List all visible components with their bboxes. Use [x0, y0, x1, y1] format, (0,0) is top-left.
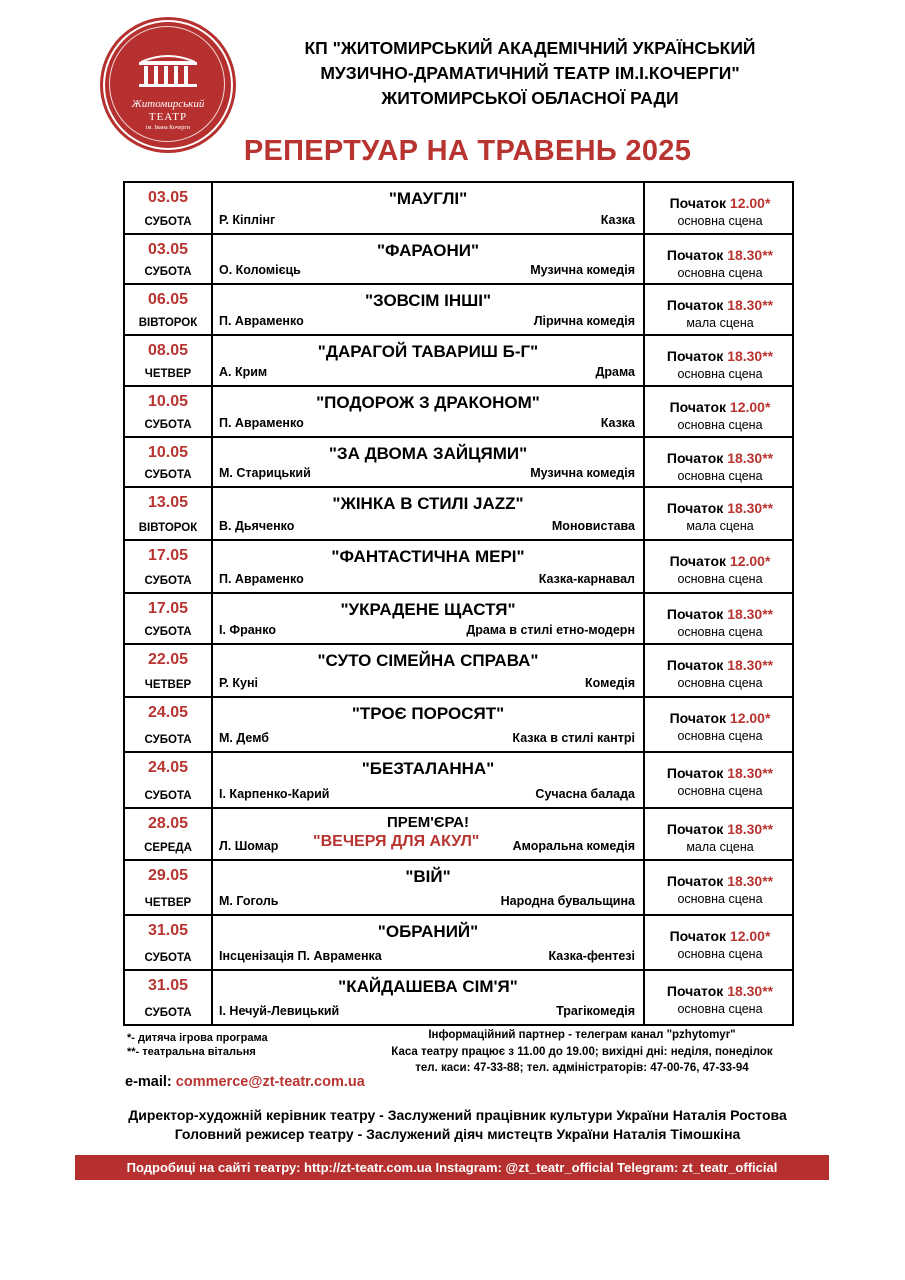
- footnote-lounge: **- театральна вітальня: [127, 1046, 256, 1058]
- play-title: "БЕЗТАЛАННА": [361, 759, 495, 778]
- page-title: РЕПЕРТУАР НА ТРАВЕНЬ 2025: [243, 135, 692, 167]
- schedule-row: [125, 183, 792, 235]
- stage: основна сцена: [677, 367, 763, 381]
- play-cell: [213, 594, 645, 643]
- time-cell: [645, 594, 792, 643]
- play-genre: Аморальна комедія: [512, 839, 635, 853]
- play-genre: Казка: [600, 213, 635, 227]
- date: 28.05: [147, 815, 189, 832]
- org-line-3: ЖИТОМИРСЬКОЇ ОБЛАСНОЇ РАДИ: [381, 88, 679, 108]
- date-cell: [125, 916, 213, 969]
- schedule-row: [125, 698, 792, 753]
- stage: основна сцена: [677, 892, 763, 906]
- play-cell: [213, 971, 645, 1024]
- date-cell: [125, 336, 213, 385]
- box-office-hours: Каса театру працює з 11.00 до 19.00; вихідні дні: неділя, понеділок: [391, 1045, 773, 1058]
- play-cell: [213, 336, 645, 385]
- time-cell: [645, 753, 792, 807]
- date-cell: [125, 698, 213, 751]
- time-cell: [645, 809, 792, 859]
- play-cell: [213, 698, 645, 751]
- directors-info: [0, 1106, 905, 1144]
- play-title: "ПОДОРОЖ З ДРАКОНОМ": [316, 393, 540, 412]
- time-value: 12.00*: [729, 710, 771, 726]
- time-cell: [645, 541, 792, 592]
- play-title: "КАЙДАШЕВА СІМ'Я": [338, 977, 518, 996]
- start-time: [645, 247, 795, 263]
- play-author: М. Демб: [219, 731, 270, 745]
- play-author: П. Авраменко: [219, 572, 304, 586]
- play-cell: [213, 235, 645, 283]
- date: 03.05: [147, 241, 189, 258]
- start-time: [645, 195, 795, 211]
- start-label: Початок: [666, 297, 724, 313]
- play-title: "ЗОВСІМ ІНШІ": [364, 291, 492, 310]
- time-cell: [645, 183, 792, 233]
- stage: основна сцена: [677, 784, 763, 798]
- play-author: В. Дьяченко: [219, 519, 295, 533]
- start-time: [645, 297, 795, 313]
- time-value: 18.30**: [727, 450, 774, 466]
- schedule-row: [125, 861, 792, 916]
- date: 31.05: [147, 922, 189, 939]
- play-genre: Трагікомедія: [556, 1004, 635, 1018]
- footer-links-bar[interactable]: Подробиці на сайті театру: http://zt-teatr.com.ua Instagram: @zt_teatr_official Telegram: zt_teatr_official: [75, 1155, 829, 1180]
- time-value: 12.00*: [729, 195, 771, 211]
- start-time: [645, 450, 795, 466]
- play-author: Р. Куні: [219, 676, 259, 690]
- start-label: Початок: [666, 348, 724, 364]
- date: 08.05: [147, 342, 189, 359]
- play-author: М. Гоголь: [219, 894, 279, 908]
- email-label: e-mail:: [125, 1074, 172, 1090]
- play-title: "ВЕЧЕРЯ ДЛЯ АКУЛ": [313, 833, 480, 850]
- logo-name-line3: ім. Івана Кочерги: [145, 125, 191, 131]
- weekday: СУБОТА: [144, 1007, 192, 1019]
- theatre-building-icon: [135, 50, 201, 90]
- date-cell: [125, 645, 213, 696]
- start-label: Початок: [666, 983, 724, 999]
- start-time: [645, 710, 795, 726]
- play-title: "СУТО СІМЕЙНА СПРАВА": [317, 651, 539, 670]
- stage: основна сцена: [677, 266, 763, 280]
- play-title: "УКРАДЕНЕ ЩАСТЯ": [340, 600, 516, 619]
- org-line-2: МУЗИЧНО-ДРАМАТИЧНИЙ ТЕАТР ІМ.І.КОЧЕРГИ": [320, 63, 740, 83]
- phone-numbers: тел. каси: 47-33-88; тел. адміністраторів: 47-00-76, 47-33-94: [415, 1062, 749, 1074]
- play-cell: [213, 488, 645, 539]
- weekday: СУБОТА: [144, 790, 192, 802]
- start-time: [645, 873, 795, 889]
- play-genre: Музична комедія: [530, 263, 635, 277]
- date-cell: [125, 438, 213, 486]
- start-label: Початок: [666, 500, 724, 516]
- schedule-row: [125, 753, 792, 809]
- schedule-row: [125, 387, 792, 438]
- weekday: СУБОТА: [144, 266, 192, 278]
- time-cell: [645, 387, 792, 436]
- logo-name-line2: ТЕАТР: [148, 111, 188, 123]
- premiere-label: ПРЕМ'ЄРА!: [386, 814, 470, 831]
- director-line: Директор-художній керівник театру - Заслужений працівник культури України Наталія Ростова: [128, 1107, 787, 1123]
- footnotes: [127, 1031, 268, 1059]
- start-time: [645, 553, 795, 569]
- stage: основна сцена: [677, 469, 763, 483]
- date-cell: [125, 861, 213, 914]
- time-cell: [645, 971, 792, 1024]
- date: 22.05: [147, 651, 189, 668]
- play-genre: Казка в стилі кантрі: [512, 731, 635, 745]
- play-genre: Драма: [595, 365, 635, 379]
- date-cell: [125, 594, 213, 643]
- play-author: Інсценізація П. Авраменка: [219, 949, 382, 963]
- time-value: 18.30**: [727, 297, 774, 313]
- stage: основна сцена: [677, 947, 763, 961]
- start-label: Початок: [666, 873, 724, 889]
- date-cell: [125, 541, 213, 592]
- play-title: "ФАНТАСТИЧНА МЕРІ": [331, 547, 525, 566]
- stage: мала сцена: [686, 316, 754, 330]
- play-author: М. Старицький: [219, 466, 311, 480]
- start-time: [645, 348, 795, 364]
- start-label: Початок: [669, 553, 727, 569]
- time-cell: [645, 698, 792, 751]
- date-cell: [125, 387, 213, 436]
- schedule-row: [125, 971, 792, 1024]
- stage: основна сцена: [677, 572, 763, 586]
- stage: мала сцена: [686, 840, 754, 854]
- date: 17.05: [147, 547, 189, 564]
- date-cell: [125, 971, 213, 1024]
- stage: основна сцена: [677, 418, 763, 432]
- play-author: І. Франко: [219, 623, 276, 637]
- start-time: [645, 765, 795, 781]
- start-label: Початок: [666, 657, 724, 673]
- time-value: 18.30**: [727, 657, 774, 673]
- start-time: [645, 399, 795, 415]
- theatre-logo: [103, 20, 233, 150]
- play-title: "ФАРАОНИ": [376, 241, 480, 260]
- schedule-row: [125, 336, 792, 387]
- play-author: І. Нечуй-Левицький: [219, 1004, 340, 1018]
- play-cell: [213, 645, 645, 696]
- time-cell: [645, 336, 792, 385]
- schedule-row: [125, 285, 792, 336]
- date: 24.05: [147, 704, 189, 721]
- play-title: "МАУГЛІ": [388, 189, 468, 208]
- start-label: Початок: [666, 450, 724, 466]
- weekday: СУБОТА: [144, 952, 192, 964]
- play-genre: Сучасна балада: [535, 787, 635, 801]
- play-title: "ДАРАГОЙ ТАВАРИШ Б-Г": [317, 342, 539, 361]
- date: 10.05: [147, 444, 189, 461]
- play-author: Л. Шомар: [219, 839, 279, 853]
- play-title: "ЖІНКА В СТИЛІ JAZZ": [332, 494, 524, 513]
- date: 29.05: [147, 867, 189, 884]
- play-genre: Музична комедія: [530, 466, 635, 480]
- time-value: 18.30**: [727, 348, 774, 364]
- time-value: 12.00*: [729, 928, 771, 944]
- stage: основна сцена: [677, 676, 763, 690]
- play-cell: [213, 438, 645, 486]
- weekday: СУБОТА: [144, 469, 192, 481]
- start-label: Початок: [666, 765, 724, 781]
- time-cell: [645, 285, 792, 334]
- time-value: 18.30**: [727, 821, 774, 837]
- date-cell: [125, 753, 213, 807]
- start-time: [645, 500, 795, 516]
- date-cell: [125, 235, 213, 283]
- schedule-row: [125, 235, 792, 285]
- start-label: Початок: [669, 928, 727, 944]
- play-title: "ТРОЄ ПОРОСЯТ": [351, 704, 505, 723]
- time-cell: [645, 438, 792, 486]
- play-genre: Моновистава: [551, 519, 635, 533]
- play-title: "ЗА ДВОМА ЗАЙЦЯМИ": [328, 444, 528, 463]
- time-value: 18.30**: [727, 500, 774, 516]
- logo-name-line1: Житомирський: [131, 98, 205, 110]
- schedule-row: [125, 541, 792, 594]
- start-label: Початок: [669, 710, 727, 726]
- play-genre: Казка-карнавал: [538, 572, 635, 586]
- start-label: Початок: [666, 606, 724, 622]
- time-cell: [645, 488, 792, 539]
- time-cell: [645, 645, 792, 696]
- play-genre: Народна бувальщина: [500, 894, 635, 908]
- date: 24.05: [147, 759, 189, 776]
- start-time: [645, 983, 795, 999]
- start-label: Початок: [666, 821, 724, 837]
- organization-name: [260, 36, 800, 111]
- info-partner: Інформаційний партнер - телеграм канал "pzhytomyr": [428, 1029, 736, 1041]
- time-value: 18.30**: [727, 873, 774, 889]
- play-author: Р. Кіплінг: [219, 213, 276, 227]
- play-genre: Казка: [600, 416, 635, 430]
- stage: основна сцена: [677, 625, 763, 639]
- play-cell: [213, 809, 645, 859]
- stage: мала сцена: [686, 519, 754, 533]
- schedule-row: [125, 594, 792, 645]
- play-cell: [213, 285, 645, 334]
- schedule-row: [125, 916, 792, 971]
- weekday: ВІВТОРОК: [138, 317, 198, 329]
- schedule-table: [123, 181, 794, 1026]
- play-cell: [213, 387, 645, 436]
- email-line: [125, 1074, 365, 1090]
- time-cell: [645, 861, 792, 914]
- schedule-row: [125, 645, 792, 698]
- weekday: СУБОТА: [144, 216, 192, 228]
- date-cell: [125, 488, 213, 539]
- time-value: 12.00*: [729, 399, 771, 415]
- start-time: [645, 821, 795, 837]
- stage: основна сцена: [677, 1002, 763, 1016]
- date: 10.05: [147, 393, 189, 410]
- weekday: ВІВТОРОК: [138, 522, 198, 534]
- date-cell: [125, 183, 213, 233]
- stage: основна сцена: [677, 214, 763, 228]
- start-label: Початок: [669, 399, 727, 415]
- date: 17.05: [147, 600, 189, 617]
- start-time: [645, 606, 795, 622]
- play-author: І. Карпенко-Карий: [219, 787, 330, 801]
- play-genre: Драма в стилі етно-модерн: [466, 623, 635, 637]
- weekday: СЕРЕДА: [144, 842, 192, 854]
- play-author: П. Авраменко: [219, 416, 304, 430]
- time-value: 18.30**: [727, 765, 774, 781]
- time-cell: [645, 916, 792, 969]
- play-cell: [213, 916, 645, 969]
- weekday: ЧЕТВЕР: [144, 679, 192, 691]
- date-cell: [125, 285, 213, 334]
- time-cell: [645, 235, 792, 283]
- weekday: СУБОТА: [144, 626, 192, 638]
- time-value: 12.00*: [729, 553, 771, 569]
- weekday: ЧЕТВЕР: [144, 368, 192, 380]
- play-author: А. Крим: [219, 365, 268, 379]
- start-time: [645, 657, 795, 673]
- date: 31.05: [147, 977, 189, 994]
- play-title: "ВІЙ": [405, 867, 451, 886]
- play-title: "ОБРАНИЙ": [377, 922, 479, 941]
- stage: основна сцена: [677, 729, 763, 743]
- chief-director-line: Головний режисер театру - Заслужений діяч мистецтв України Наталія Тімошкіна: [174, 1126, 741, 1142]
- play-author: О. Коломієць: [219, 263, 301, 277]
- time-value: 18.30**: [727, 983, 774, 999]
- start-time: [645, 928, 795, 944]
- date: 06.05: [147, 291, 189, 308]
- play-genre: Лірична комедія: [533, 314, 635, 328]
- schedule-row: [125, 488, 792, 541]
- start-label: Початок: [666, 247, 724, 263]
- email-address[interactable]: commerce@zt-teatr.com.ua: [175, 1074, 365, 1090]
- weekday: ЧЕТВЕР: [144, 897, 192, 909]
- date: 03.05: [147, 189, 189, 206]
- play-cell: [213, 541, 645, 592]
- play-cell: [213, 861, 645, 914]
- play-cell: [213, 753, 645, 807]
- date: 13.05: [147, 494, 189, 511]
- schedule-row: [125, 809, 792, 861]
- footnote-children: *- дитяча ігрова програма: [127, 1032, 268, 1044]
- time-value: 18.30**: [727, 606, 774, 622]
- play-genre: Комедія: [585, 676, 635, 690]
- play-cell: [213, 183, 645, 233]
- play-author: П. Авраменко: [219, 314, 304, 328]
- start-label: Початок: [669, 195, 727, 211]
- org-line-1: КП "ЖИТОМИРСЬКИЙ АКАДЕМІЧНИЙ УКРАЇНСЬКИЙ: [304, 38, 756, 58]
- schedule-row: [125, 438, 792, 488]
- weekday: СУБОТА: [144, 734, 192, 746]
- date-cell: [125, 809, 213, 859]
- contact-info: [362, 1027, 802, 1077]
- play-genre: Казка-фентезі: [548, 949, 635, 963]
- time-value: 18.30**: [727, 247, 774, 263]
- weekday: СУБОТА: [144, 575, 192, 587]
- weekday: СУБОТА: [144, 419, 192, 431]
